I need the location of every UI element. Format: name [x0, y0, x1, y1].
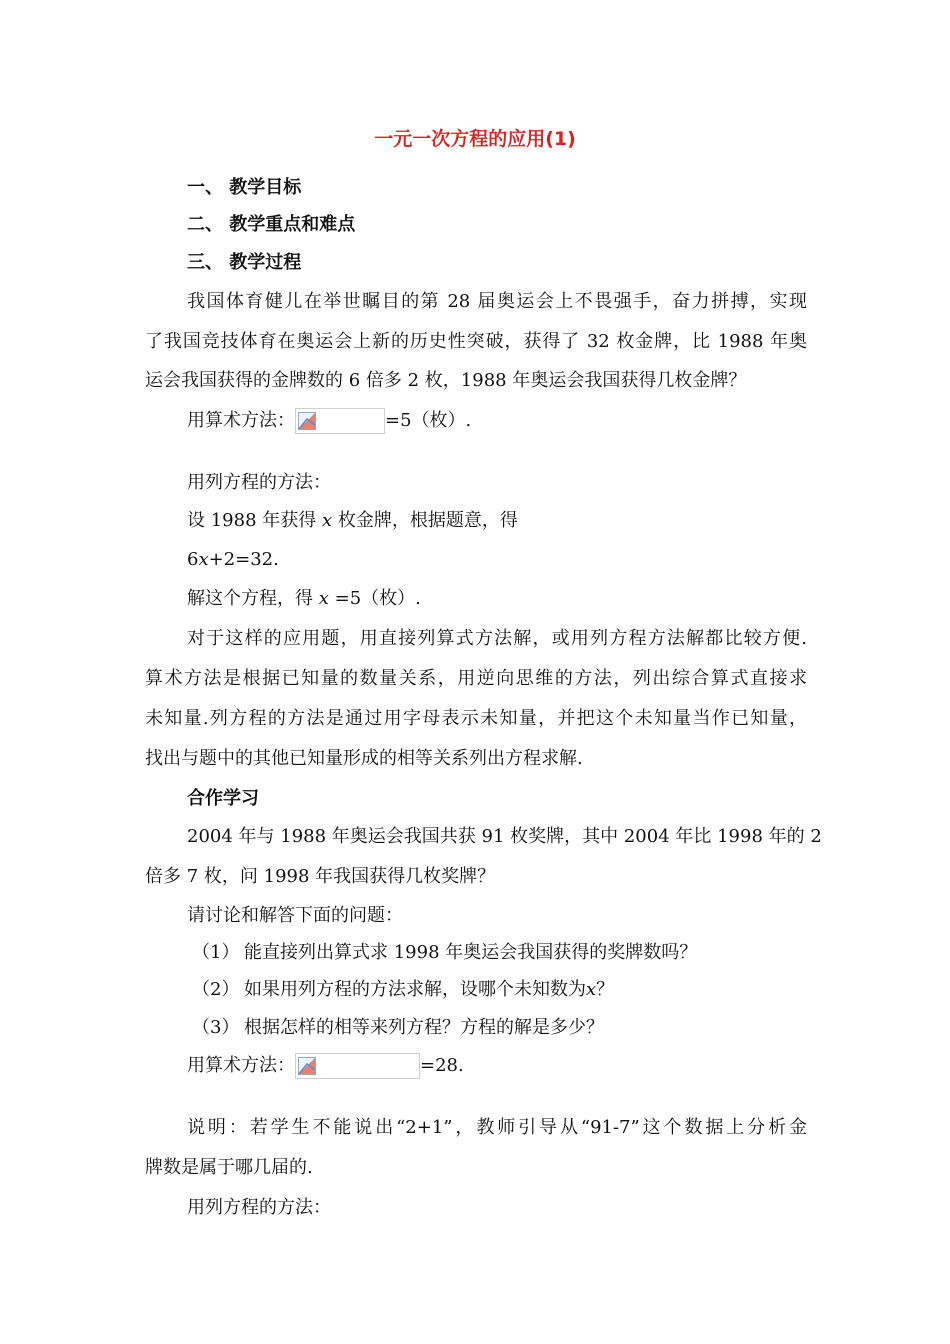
- variable-x: x: [198, 549, 209, 570]
- paragraph-line: 对于这样的应用题，用直接列算式方法解，或用列方程方法解都比较方便.: [187, 628, 807, 649]
- paragraph-line: 算术方法是根据已知量的数量关系，用逆向思维的方法，列出综合算式直接求: [145, 668, 807, 689]
- paragraph-line: 2004 年与 1988 年奥运会我国共获 91 枚奖牌，其中 2004 年比 1998 年的 2: [187, 826, 822, 847]
- question-text: 根据怎样的相等来列方程？方程的解是多少？: [244, 1017, 604, 1038]
- equation-rest: +2=32.: [208, 549, 279, 570]
- variable-x: x: [586, 979, 597, 1000]
- variable-x: x: [321, 510, 333, 531]
- section-heading-goals: 一、 教学目标: [187, 177, 302, 198]
- broken-image-icon: [298, 1057, 316, 1075]
- arithmetic-method-line: [187, 1053, 464, 1079]
- broken-image-icon: [298, 412, 316, 430]
- question-number: （2）: [192, 979, 240, 1000]
- equation-setup-text: 设 1988 年获得: [187, 510, 322, 531]
- solution-line: [187, 586, 421, 612]
- paragraph-line: 未知量.列方程的方法是通过用字母表示未知量，并把这个未知量当作已知量，: [145, 708, 807, 729]
- question-item: [192, 977, 614, 1003]
- equation-coefficient: 6: [187, 549, 199, 570]
- formula-image: [295, 1053, 420, 1079]
- note-line: 说明：若学生不能说出“2+1”，教师引导从“91-7”这个数据上分析金: [187, 1117, 807, 1138]
- solution-text: =5（枚）.: [328, 588, 421, 609]
- question-number: （3）: [192, 1017, 240, 1038]
- arithmetic-result: =5（枚）.: [385, 410, 472, 431]
- section-heading-process: 三、 教学过程: [187, 252, 302, 273]
- page-title: 一元一次方程的应用(1): [374, 128, 576, 150]
- paragraph-line: 找出与题中的其他已知量形成的相等关系列出方程求解.: [145, 748, 583, 769]
- arithmetic-method-label: 用算术方法：: [187, 1055, 295, 1076]
- variable-x: x: [318, 588, 329, 609]
- equation-line: [187, 547, 279, 573]
- question-text: ？: [596, 979, 615, 1000]
- arithmetic-method-label: 用算术方法：: [187, 410, 295, 431]
- question-text: 如果用列方程的方法求解，设哪个未知数为: [244, 979, 586, 1000]
- arithmetic-method-line: [187, 408, 471, 434]
- cooperative-learning-heading: 合作学习: [187, 788, 259, 809]
- solution-text: 解这个方程，得: [187, 588, 319, 609]
- paragraph-line: 了我国竞技体育在奥运会上新的历史性突破，获得了 32 枚金牌，比 1988 年奥: [145, 331, 807, 352]
- equation-setup-text: 枚金牌，根据题意，得: [332, 510, 518, 531]
- arithmetic-result: =28.: [420, 1055, 464, 1076]
- discussion-prompt: 请讨论和解答下面的问题：: [187, 905, 403, 926]
- question-item: [192, 1015, 604, 1041]
- section-heading-key-points: 二、 教学重点和难点: [187, 214, 356, 235]
- question-text: 能直接列出算式求 1998 年奥运会我国获得的奖牌数吗？: [244, 942, 698, 963]
- equation-method-label: 用列方程的方法：: [187, 472, 331, 493]
- paragraph-line: 我国体育健儿在举世瞩目的第 28 届奥运会上不畏强手，奋力拼搏，实现: [187, 291, 807, 312]
- equation-setup-line: [187, 508, 518, 534]
- note-line: 牌数是属于哪几届的.: [145, 1157, 313, 1178]
- equation-method-label: 用列方程的方法：: [187, 1197, 331, 1218]
- question-item: [192, 940, 697, 966]
- paragraph-line: 倍多 7 枚，问 1998 年我国获得几枚奖牌？: [145, 866, 496, 887]
- question-number: （1）: [192, 942, 240, 963]
- paragraph-line: 运会我国获得的金牌数的 6 倍多 2 枚，1988 年奥运会我国获得几枚金牌？: [145, 370, 747, 391]
- formula-image: [295, 408, 385, 434]
